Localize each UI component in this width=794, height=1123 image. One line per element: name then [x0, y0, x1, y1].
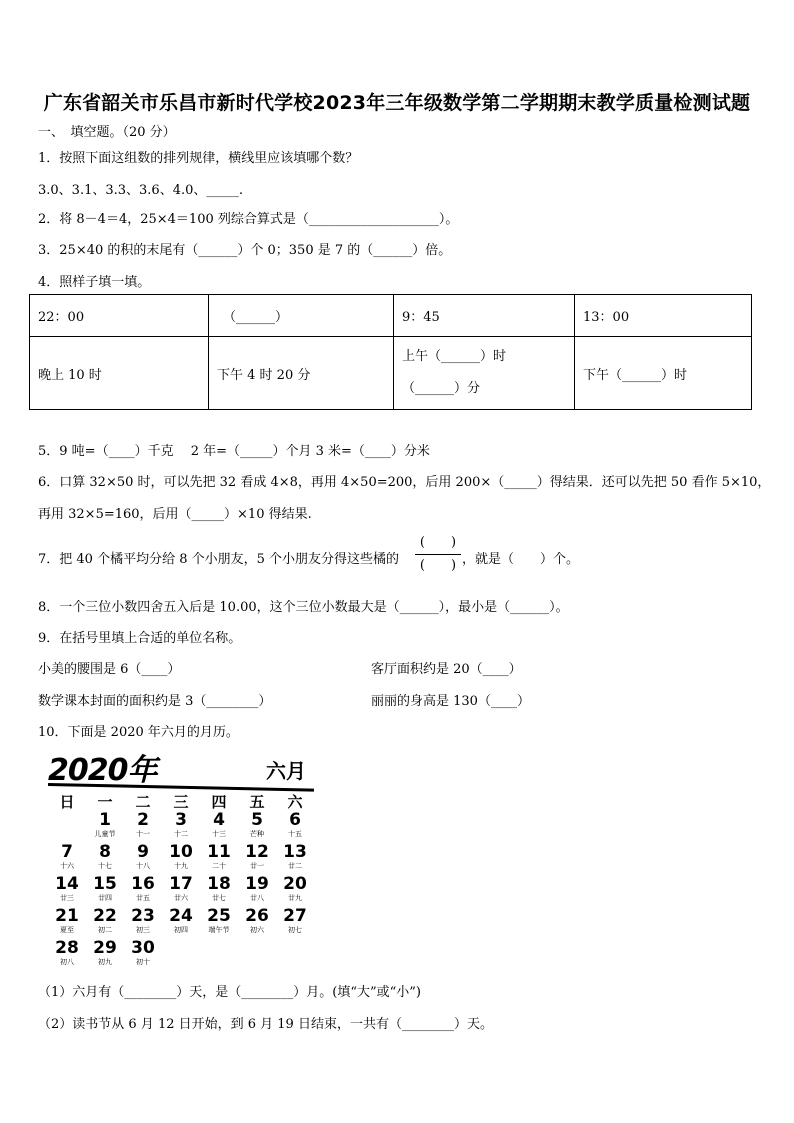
calendar-lunar-label: 廿九: [288, 894, 302, 902]
calendar-day-number: 18: [207, 874, 231, 894]
question-9: 9．在括号里填上合适的单位名称。: [38, 631, 242, 646]
question-8: 8．一个三位小数四舍五入后是 10.00，这个三位小数最大是（______），最小是（______）。: [38, 600, 569, 615]
question-4: 4．照样子填一填。: [38, 275, 151, 290]
table-cell: 下午（______）时: [575, 337, 752, 410]
calendar-lunar-label: 十九: [174, 862, 188, 870]
calendar-weekday: 三: [173, 793, 189, 811]
table-row: [30, 337, 752, 410]
table-cell: （______）: [209, 295, 394, 337]
calendar-lunar-label: 十六: [60, 862, 74, 870]
calendar-lunar-label: 十三: [212, 830, 226, 838]
calendar-day-number: 3: [175, 810, 187, 830]
calendar-lunar-label: 十五: [288, 830, 302, 838]
fraction-bar: [415, 554, 461, 555]
calendar-day: [240, 907, 274, 935]
table-cell: 13：00: [575, 295, 752, 337]
question-9-item: 数学课本封面的面积约是 3（________）: [38, 694, 272, 709]
calendar-day-number: 7: [61, 842, 73, 862]
calendar-day: [278, 843, 312, 871]
calendar-lunar-label: 廿五: [136, 894, 150, 902]
calendar-day-number: 12: [245, 842, 269, 862]
question-3: 3．25×40 的积的末尾有（______）个 0；350 是 7 的（______）倍。: [38, 243, 452, 258]
table-cell: [394, 337, 575, 410]
table-cell: 22：00: [30, 295, 209, 337]
table-cell: 下午 4 时 20 分: [209, 337, 394, 410]
calendar-day: [126, 875, 160, 903]
calendar-day: [164, 875, 198, 903]
calendar-day: [50, 843, 84, 871]
calendar-day: [164, 907, 198, 935]
table-row: [30, 295, 752, 337]
calendar-day: [50, 939, 84, 967]
calendar-day: [202, 875, 236, 903]
calendar-day: [240, 843, 274, 871]
calendar-day-number: 1: [99, 810, 111, 830]
question-6-line-1: 6．口算 32×50 时，可以先把 32 看成 4×8，再用 4×50=200，后用 200×（_____）得结果．还可以先把 50 看作 5×10，: [38, 475, 771, 490]
calendar-day-number: 9: [137, 842, 149, 862]
calendar-day: [240, 811, 274, 839]
calendar-day: [88, 843, 122, 871]
calendar-lunar-label: 廿四: [98, 894, 112, 902]
calendar-lunar-label: 初三: [136, 926, 150, 934]
calendar-lunar-label: 十一: [136, 830, 150, 838]
question-10-1: （1）六月有（________）天，是（________）月。(填“大”或“小”): [38, 985, 421, 1000]
calendar-lunar-label: 廿二: [288, 862, 302, 870]
calendar-day: [202, 907, 236, 935]
calendar-lunar-label: 初二: [98, 926, 112, 934]
calendar-weekday: 日: [59, 793, 75, 811]
question-6-line-2: 再用 32×5=160，后用（_____）×10 得结果.: [38, 507, 312, 522]
calendar-day-number: 11: [207, 842, 231, 862]
calendar-day: [88, 907, 122, 935]
calendar-lunar-label: 十八: [136, 862, 150, 870]
calendar-day: [50, 875, 84, 903]
question-7: 7．把 40 个橘平均分给 8 个小朋友，5 个小朋友分得这些橘的: [38, 552, 400, 567]
calendar-day-number: 6: [289, 810, 301, 830]
question-10-2: （2）读书节从 6 月 12 日开始，到 6 月 19 日结束，一共有（________）天。: [38, 1017, 493, 1032]
calendar-lunar-label: 初四: [174, 926, 188, 934]
fraction-denominator: ( ): [419, 558, 457, 573]
calendar-day: [126, 811, 160, 839]
calendar-lunar-label: 芒种: [250, 830, 264, 838]
calendar-day-number: 24: [169, 906, 193, 926]
calendar-day-number: 25: [207, 906, 231, 926]
calendar-day: [202, 811, 236, 839]
calendar-day: [126, 939, 160, 967]
calendar-day: [126, 907, 160, 935]
calendar-lunar-label: 廿一: [250, 862, 264, 870]
question-1-sequence: 3.0、3.1、3.3、3.6、4.0、_____.: [38, 183, 244, 198]
calendar-day: [88, 875, 122, 903]
calendar-day-number: 27: [283, 906, 307, 926]
calendar-day: [88, 811, 122, 839]
question-9-item: 小美的腰围是 6（____）: [38, 662, 181, 677]
calendar-lunar-label: 十二: [174, 830, 188, 838]
calendar-day-number: 8: [99, 842, 111, 862]
fraction-blank: [415, 533, 461, 576]
calendar-lunar-label: 廿六: [174, 894, 188, 902]
question-9-item: 客厅面积约是 20（____）: [371, 662, 522, 677]
question-1: 1．按照下面这组数的排列规律，横线里应该填哪个数？: [38, 151, 359, 166]
fraction-numerator: ( ): [419, 535, 457, 550]
calendar-day-number: 14: [55, 874, 79, 894]
calendar-day: [126, 843, 160, 871]
question-9-item: 丽丽的身高是 130（____）: [371, 694, 530, 709]
question-5: 5．9 吨=（____）千克 2 年=（_____）个月 3 米=（____）分米: [38, 444, 430, 459]
calendar-lunar-label: 初九: [98, 958, 112, 966]
question-10: 10．下面是 2020 年六月的月历。: [38, 725, 239, 740]
section-heading: 一、 填空题。（20 分）: [38, 125, 176, 140]
calendar-day: [164, 843, 198, 871]
calendar-day-number: 10: [169, 842, 193, 862]
calendar-day-number: 2: [137, 810, 149, 830]
time-conversion-table: [29, 294, 752, 410]
calendar-month: 六月: [266, 759, 306, 783]
calendar-day: [278, 811, 312, 839]
calendar-day-number: 5: [251, 810, 263, 830]
calendar-lunar-label: 端午节: [208, 926, 230, 934]
calendar-day-number: 4: [213, 810, 225, 830]
calendar-day: [278, 875, 312, 903]
calendar-day-number: 16: [131, 874, 155, 894]
calendar-lunar-label: 二十: [212, 862, 226, 870]
calendar-day: [202, 843, 236, 871]
calendar-weekday: 二: [135, 793, 151, 811]
calendar-lunar-label: 初八: [60, 958, 74, 966]
calendar-lunar-label: 夏至: [60, 926, 74, 934]
calendar-lunar-label: 廿八: [250, 894, 264, 902]
calendar-day-number: 23: [131, 906, 155, 926]
calendar-lunar-label: 十七: [98, 862, 112, 870]
calendar-day-number: 28: [55, 938, 79, 958]
calendar-day: [164, 811, 198, 839]
calendar-weekday: 五: [249, 793, 265, 811]
calendar-weekday: 四: [211, 793, 227, 811]
calendar-year: 2020年: [48, 753, 157, 788]
calendar-day-number: 17: [169, 874, 193, 894]
calendar-day: [278, 907, 312, 935]
calendar-day: [88, 939, 122, 967]
table-cell: 晚上 10 时: [30, 337, 209, 410]
calendar-lunar-label: 初六: [250, 926, 264, 934]
calendar-day: [50, 907, 84, 935]
question-7-tail: ，就是（ ）个。: [462, 552, 580, 567]
june-calendar: [46, 745, 316, 970]
calendar-lunar-label: 廿七: [212, 894, 226, 902]
calendar-day-number: 30: [131, 938, 155, 958]
calendar-day-number: 29: [93, 938, 117, 958]
table-cell-line: （______）分: [402, 381, 481, 396]
calendar-weekday: 六: [287, 793, 303, 811]
calendar-day-number: 20: [283, 874, 307, 894]
calendar-day-number: 13: [283, 842, 307, 862]
calendar-lunar-label: 廿三: [60, 894, 74, 902]
question-2: 2．将 8－4＝4，25×4＝100 列综合算式是（____________________）。: [38, 212, 459, 227]
calendar-lunar-label: 儿童节: [94, 830, 116, 838]
calendar-day-number: 15: [93, 874, 117, 894]
calendar-day-number: 21: [55, 906, 79, 926]
table-cell: 9：45: [394, 295, 575, 337]
calendar-lunar-label: 初七: [288, 926, 302, 934]
page-title: 广东省韶关市乐昌市新时代学校2023年三年级数学第二学期期末教学质量检测试题: [43, 92, 751, 114]
calendar-day-number: 26: [245, 906, 269, 926]
calendar-day-number: 19: [245, 874, 269, 894]
calendar-weekday: 一: [97, 793, 113, 811]
calendar-day: [240, 875, 274, 903]
table-cell-line: 上午（______）时: [402, 349, 507, 364]
calendar-day-number: 22: [93, 906, 117, 926]
calendar-lunar-label: 初十: [136, 958, 150, 966]
